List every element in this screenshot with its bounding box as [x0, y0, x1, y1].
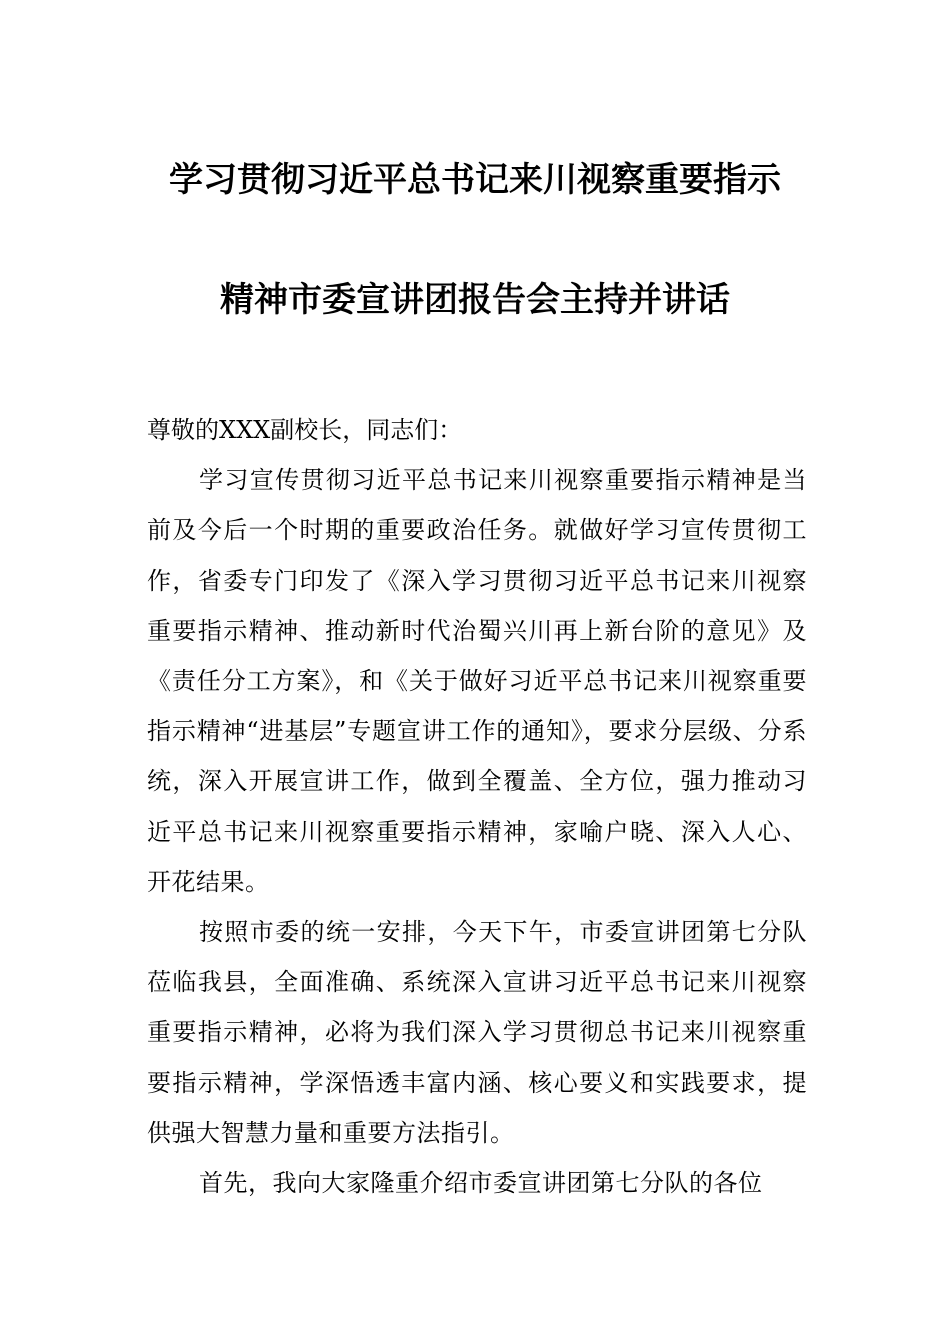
- document-title-line-1: 学习贯彻习近平总书记来川视察重要指示: [169, 160, 781, 200]
- body-paragraph-3: 首先，我向大家隆重介绍市委宣讲团第七分队的各位: [199, 1169, 763, 1198]
- document-title-line-2: 精神市委宣讲团报告会主持并讲话: [220, 280, 730, 320]
- salutation: 尊敬的XXX副校长，同志们：: [147, 416, 463, 444]
- body-paragraph-1: 学习宣传贯彻习近平总书记来川视察重要指示精神是当前及今后一个时期的重要政治任务。就做好学习宣传贯彻工作，省委专门印发了《深入学习贯彻习近平总书记来川视察重要指示精神、推动新时代治蜀兴川再上新台阶的意见》及《责任分工方案》，和《关于做好习近平总书记来川视察重要指示精神“进基层”专题宣讲工作的通知》，要求分层级、分系统，深入开展宣讲工作，做到全覆盖、全方位，强力推动习近平总书记来川视察重要指示精神，家喻户晓、深入人心、开花结果。: [147, 466, 807, 896]
- document-body: [147, 405, 807, 1208]
- body-paragraph-2: 按照市委的统一安排，今天下午，市委宣讲团第七分队莅临我县，全面准确、系统深入宣讲习近平总书记来川视察重要指示精神，必将为我们深入学习贯彻总书记来川视察重要指示精神，学深悟透丰富内涵、核心要义和实践要求，提供强大智慧力量和重要方法指引。: [147, 918, 807, 1147]
